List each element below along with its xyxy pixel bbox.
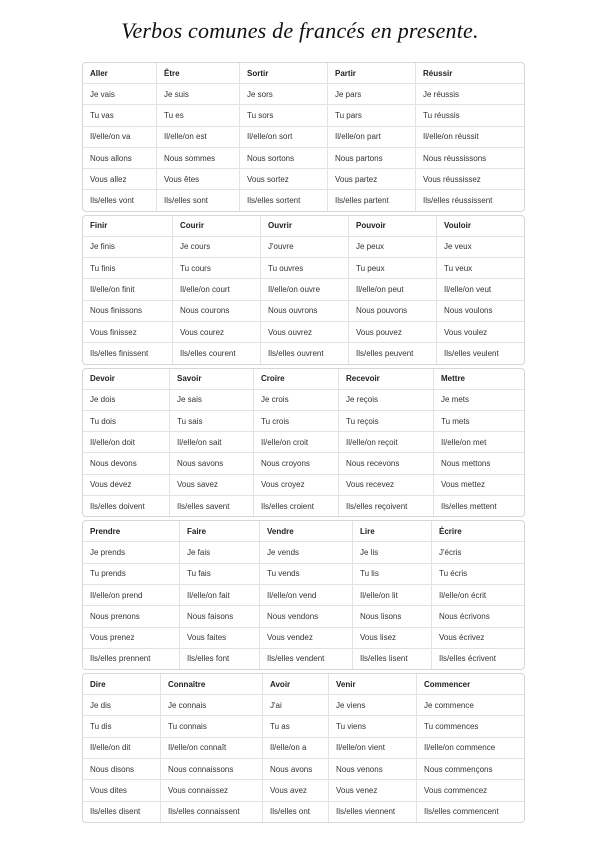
conjugation-cell: Il/elle/on fait xyxy=(180,585,260,606)
conjugation-cell: Ils/elles savent xyxy=(170,496,254,516)
conjugation-cell: Vous devez xyxy=(83,475,170,496)
conjugation-cell: Il/elle/on prend xyxy=(83,585,180,606)
conjugation-cell: Nous recevons xyxy=(339,453,434,474)
conjugation-cell: Vous prenez xyxy=(83,628,180,649)
conjugation-cell: Je vais xyxy=(83,84,157,105)
conjugation-cell: Vous venez xyxy=(329,780,417,801)
conjugation-cell: Je suis xyxy=(157,84,240,105)
conjugation-cell: Tu vends xyxy=(260,564,353,585)
conjugation-cell: Nous disons xyxy=(83,759,161,780)
conjugation-cell: Je pars xyxy=(328,84,416,105)
verb-name: Commencer xyxy=(417,674,524,695)
conjugation-cell: Nous allons xyxy=(83,148,157,169)
conjugation-cell: Tu pars xyxy=(328,105,416,126)
conjugation-cell: Il/elle/on va xyxy=(83,127,157,148)
conjugation-cell: Nous écrivons xyxy=(432,606,524,627)
verb-table xyxy=(82,520,525,670)
table-row xyxy=(83,190,524,210)
conjugation-cell: Il/elle/on lit xyxy=(353,585,432,606)
conjugation-cell: Il/elle/on court xyxy=(173,279,261,300)
table-row xyxy=(83,432,524,453)
conjugation-cell: Ils/elles doivent xyxy=(83,496,170,516)
table-row xyxy=(83,716,524,737)
verb-name: Vendre xyxy=(260,521,353,542)
conjugation-cell: Tu cours xyxy=(173,258,261,279)
conjugation-cell: Nous commençons xyxy=(417,759,524,780)
conjugation-cell: Tu commences xyxy=(417,716,524,737)
table-row xyxy=(83,127,524,148)
verb-header-row xyxy=(83,521,524,542)
conjugation-cell: Il/elle/on vend xyxy=(260,585,353,606)
conjugation-cell: J'ai xyxy=(263,695,329,716)
conjugation-cell: Tu as xyxy=(263,716,329,737)
conjugation-cell: Vous savez xyxy=(170,475,254,496)
table-row xyxy=(83,279,524,300)
conjugation-cell: Ils/elles partent xyxy=(328,190,416,210)
verb-name: Vouloir xyxy=(437,216,524,237)
conjugation-cell: Tu dois xyxy=(83,411,170,432)
table-row xyxy=(83,411,524,432)
conjugation-cell: Vous faites xyxy=(180,628,260,649)
verb-name: Être xyxy=(157,63,240,84)
conjugation-cell: Vous écrivez xyxy=(432,628,524,649)
conjugation-cell: Vous pouvez xyxy=(349,322,437,343)
conjugation-cell: Tu vas xyxy=(83,105,157,126)
table-row xyxy=(83,496,524,516)
conjugation-cell: Je mets xyxy=(434,390,524,411)
table-row xyxy=(83,649,524,669)
conjugation-cell: Vous sortez xyxy=(240,169,328,190)
conjugation-cell: Ils/elles réussissent xyxy=(423,196,493,206)
conjugation-cell: Tu prends xyxy=(83,564,180,585)
conjugation-cell: Vous voulez xyxy=(437,322,524,343)
conjugation-cell: Nous sortons xyxy=(240,148,328,169)
table-row xyxy=(83,84,524,105)
table-row xyxy=(83,606,524,627)
conjugation-cell: Tu mets xyxy=(434,411,524,432)
conjugation-cell: Tu peux xyxy=(349,258,437,279)
verb-name: Courir xyxy=(173,216,261,237)
conjugation-cell: Ils/elles viennent xyxy=(329,802,417,822)
conjugation-cell: Ils/elles disent xyxy=(83,802,161,822)
conjugation-cell: Tu reçois xyxy=(339,411,434,432)
conjugation-cell: Je viens xyxy=(329,695,417,716)
table-row xyxy=(83,148,524,169)
conjugation-cell: Il/elle/on doit xyxy=(83,432,170,453)
conjugation-cell: Il/elle/on commence xyxy=(417,738,524,759)
conjugation-cell: Je veux xyxy=(437,237,524,258)
table-row xyxy=(83,738,524,759)
conjugation-cell: Je dois xyxy=(83,390,170,411)
verb-name: Lire xyxy=(353,521,432,542)
conjugation-cell: Nous croyons xyxy=(254,453,339,474)
conjugation-cell: Nous réussissons xyxy=(416,148,524,169)
conjugation-cell: Ils/elles ont xyxy=(263,802,329,822)
table-row xyxy=(83,169,524,190)
conjugation-cell: Tu sors xyxy=(240,105,328,126)
verb-table xyxy=(82,673,525,823)
table-row xyxy=(83,301,524,322)
verb-name: Mettre xyxy=(434,369,524,390)
conjugation-cell: Nous sommes xyxy=(157,148,240,169)
verb-name: Écrire xyxy=(432,521,524,542)
conjugation-cell: Nous ouvrons xyxy=(261,301,349,322)
conjugation-cell: Ils/elles courent xyxy=(173,343,261,363)
table-row xyxy=(83,542,524,563)
conjugation-cell: Ils/elles font xyxy=(180,649,260,669)
verb-name: Connaître xyxy=(161,674,263,695)
conjugation-cell: Il/elle/on peut xyxy=(349,279,437,300)
conjugation-cell: Vous courez xyxy=(173,322,261,343)
conjugation-cell: Nous partons xyxy=(328,148,416,169)
conjugation-cell: Je lis xyxy=(353,542,432,563)
conjugation-cell: Vous commencez xyxy=(417,780,524,801)
conjugation-cell: Vous mettez xyxy=(434,475,524,496)
table-row xyxy=(83,475,524,496)
table-row xyxy=(83,802,524,822)
verb-name: Savoir xyxy=(170,369,254,390)
conjugation-cell: Je fais xyxy=(180,542,260,563)
verb-name: Venir xyxy=(329,674,417,695)
table-row xyxy=(83,258,524,279)
conjugation-cell: Il/elle/on finit xyxy=(83,279,173,300)
conjugation-cell: Il/elle/on dit xyxy=(83,738,161,759)
conjugation-cell: Il/elle/on met xyxy=(434,432,524,453)
conjugation-cell: Tu crois xyxy=(254,411,339,432)
conjugation-cell: Tu écris xyxy=(432,564,524,585)
conjugation-cell: Nous venons xyxy=(329,759,417,780)
conjugation-cell: Nous voulons xyxy=(437,301,524,322)
conjugation-cell: Tu connais xyxy=(161,716,263,737)
table-row xyxy=(83,780,524,801)
verb-header-row xyxy=(83,216,524,237)
conjugation-cell: Ils/elles écrivent xyxy=(439,654,496,664)
verb-name: Avoir xyxy=(263,674,329,695)
conjugation-cell: Je réussis xyxy=(416,84,524,105)
conjugation-cell: Ils/elles mettent xyxy=(441,501,497,511)
table-row xyxy=(83,564,524,585)
conjugation-cell: Je sors xyxy=(240,84,328,105)
table-row xyxy=(83,453,524,474)
conjugation-cell: Nous finissons xyxy=(83,301,173,322)
conjugation-cell: Je commence xyxy=(417,695,524,716)
conjugation-cell: Je crois xyxy=(254,390,339,411)
conjugation-cell: Ils/elles croient xyxy=(254,496,339,516)
conjugation-cell: Ils/elles lisent xyxy=(353,649,432,669)
conjugation-cell: Nous savons xyxy=(170,453,254,474)
conjugation-cell: J'ouvre xyxy=(261,237,349,258)
conjugation-cell: Nous avons xyxy=(263,759,329,780)
conjugation-cell: Je prends xyxy=(83,542,180,563)
conjugation-cell: Ils/elles commencent xyxy=(424,807,499,817)
conjugation-cell: Il/elle/on réussit xyxy=(416,127,524,148)
conjugation-cell: Vous avez xyxy=(263,780,329,801)
verb-name: Finir xyxy=(83,216,173,237)
table-row xyxy=(83,759,524,780)
verb-name: Pouvoir xyxy=(349,216,437,237)
page-title: Verbos comunes de francés en presente. xyxy=(121,18,479,43)
conjugation-cell: Il/elle/on a xyxy=(263,738,329,759)
conjugation-cell: Je finis xyxy=(83,237,173,258)
conjugation-cell: Ils/elles sont xyxy=(157,190,240,210)
conjugation-cell: Vous partez xyxy=(328,169,416,190)
conjugation-cell: Tu viens xyxy=(329,716,417,737)
table-row xyxy=(83,628,524,649)
conjugation-cell: Ils/elles sortent xyxy=(240,190,328,210)
conjugation-cell: Vous dites xyxy=(83,780,161,801)
conjugation-cell: Tu lis xyxy=(353,564,432,585)
verb-name: Partir xyxy=(328,63,416,84)
conjugation-cell: Je dis xyxy=(83,695,161,716)
verb-name: Faire xyxy=(180,521,260,542)
conjugation-cell: Il/elle/on part xyxy=(328,127,416,148)
conjugation-cell: Nous connaissons xyxy=(161,759,263,780)
conjugation-cell: Vous ouvrez xyxy=(261,322,349,343)
conjugation-cell: Il/elle/on connaît xyxy=(161,738,263,759)
conjugation-cell: Il/elle/on sait xyxy=(170,432,254,453)
verb-header-row xyxy=(83,63,524,84)
conjugation-cell: Vous lisez xyxy=(353,628,432,649)
conjugation-cell: Je peux xyxy=(349,237,437,258)
conjugation-cell: Vous allez xyxy=(83,169,157,190)
conjugation-cell: Nous lisons xyxy=(353,606,432,627)
conjugation-cell: Nous faisons xyxy=(180,606,260,627)
table-row xyxy=(83,390,524,411)
conjugation-cell: Ils/elles peuvent xyxy=(349,343,437,363)
conjugation-cell: Il/elle/on sort xyxy=(240,127,328,148)
conjugation-cell: Ils/elles connaissent xyxy=(161,802,263,822)
conjugation-cell: Ils/elles veulent xyxy=(444,348,499,358)
conjugation-cell: Il/elle/on croit xyxy=(254,432,339,453)
conjugation-cell: J'écris xyxy=(432,542,524,563)
conjugation-cell: Vous êtes xyxy=(157,169,240,190)
conjugation-cell: Ils/elles ouvrent xyxy=(261,343,349,363)
table-row xyxy=(83,343,524,363)
conjugation-cell: Je vends xyxy=(260,542,353,563)
conjugation-cell: Tu dis xyxy=(83,716,161,737)
verb-header-row xyxy=(83,369,524,390)
conjugation-cell: Je cours xyxy=(173,237,261,258)
conjugation-cell: Vous réussissez xyxy=(416,169,524,190)
conjugation-cell: Je reçois xyxy=(339,390,434,411)
conjugation-cell: Nous pouvons xyxy=(349,301,437,322)
conjugation-cell: Il/elle/on ouvre xyxy=(261,279,349,300)
conjugation-cell: Tu ouvres xyxy=(261,258,349,279)
conjugation-cell: Tu fais xyxy=(180,564,260,585)
conjugation-cell: Ils/elles vendent xyxy=(260,649,353,669)
verb-name: Devoir xyxy=(83,369,170,390)
conjugation-cell: Ils/elles vont xyxy=(83,190,157,210)
conjugation-cell: Vous croyez xyxy=(254,475,339,496)
verb-name: Réussir xyxy=(416,63,524,84)
verb-table xyxy=(82,368,525,518)
conjugation-cell: Vous vendez xyxy=(260,628,353,649)
verb-header-row xyxy=(83,674,524,695)
conjugation-cell: Tu finis xyxy=(83,258,173,279)
table-row xyxy=(83,322,524,343)
conjugation-cell: Nous courons xyxy=(173,301,261,322)
conjugation-cell: Ils/elles prennent xyxy=(83,649,180,669)
conjugation-cell: Il/elle/on est xyxy=(157,127,240,148)
conjugation-cell: Je connais xyxy=(161,695,263,716)
table-row xyxy=(83,585,524,606)
verb-name: Prendre xyxy=(83,521,180,542)
conjugation-cell: Vous finissez xyxy=(83,322,173,343)
table-row xyxy=(83,105,524,126)
table-row xyxy=(83,237,524,258)
conjugation-cell: Tu sais xyxy=(170,411,254,432)
conjugation-cell: Vous recevez xyxy=(339,475,434,496)
verb-name: Croire xyxy=(254,369,339,390)
verb-name: Ouvrir xyxy=(261,216,349,237)
verb-name: Aller xyxy=(83,63,157,84)
verb-name: Dire xyxy=(83,674,161,695)
conjugation-cell: Nous prenons xyxy=(83,606,180,627)
verb-tables xyxy=(82,62,523,826)
verb-table xyxy=(82,215,525,365)
verb-name: Sortir xyxy=(240,63,328,84)
conjugation-cell: Il/elle/on vient xyxy=(329,738,417,759)
conjugation-cell: Tu réussis xyxy=(416,105,524,126)
conjugation-cell: Tu es xyxy=(157,105,240,126)
conjugation-cell: Il/elle/on veut xyxy=(437,279,524,300)
conjugation-cell: Nous vendons xyxy=(260,606,353,627)
verb-name: Recevoir xyxy=(339,369,434,390)
conjugation-cell: Ils/elles finissent xyxy=(83,343,173,363)
conjugation-cell: Nous mettons xyxy=(434,453,524,474)
conjugation-cell: Nous devons xyxy=(83,453,170,474)
conjugation-cell: Il/elle/on reçoit xyxy=(339,432,434,453)
conjugation-cell: Ils/elles reçoivent xyxy=(339,496,434,516)
conjugation-cell: Il/elle/on écrit xyxy=(432,585,524,606)
conjugation-cell: Je sais xyxy=(170,390,254,411)
table-row xyxy=(83,695,524,716)
conjugation-cell: Vous connaissez xyxy=(161,780,263,801)
conjugation-cell: Tu veux xyxy=(437,258,524,279)
verb-table xyxy=(82,62,525,212)
